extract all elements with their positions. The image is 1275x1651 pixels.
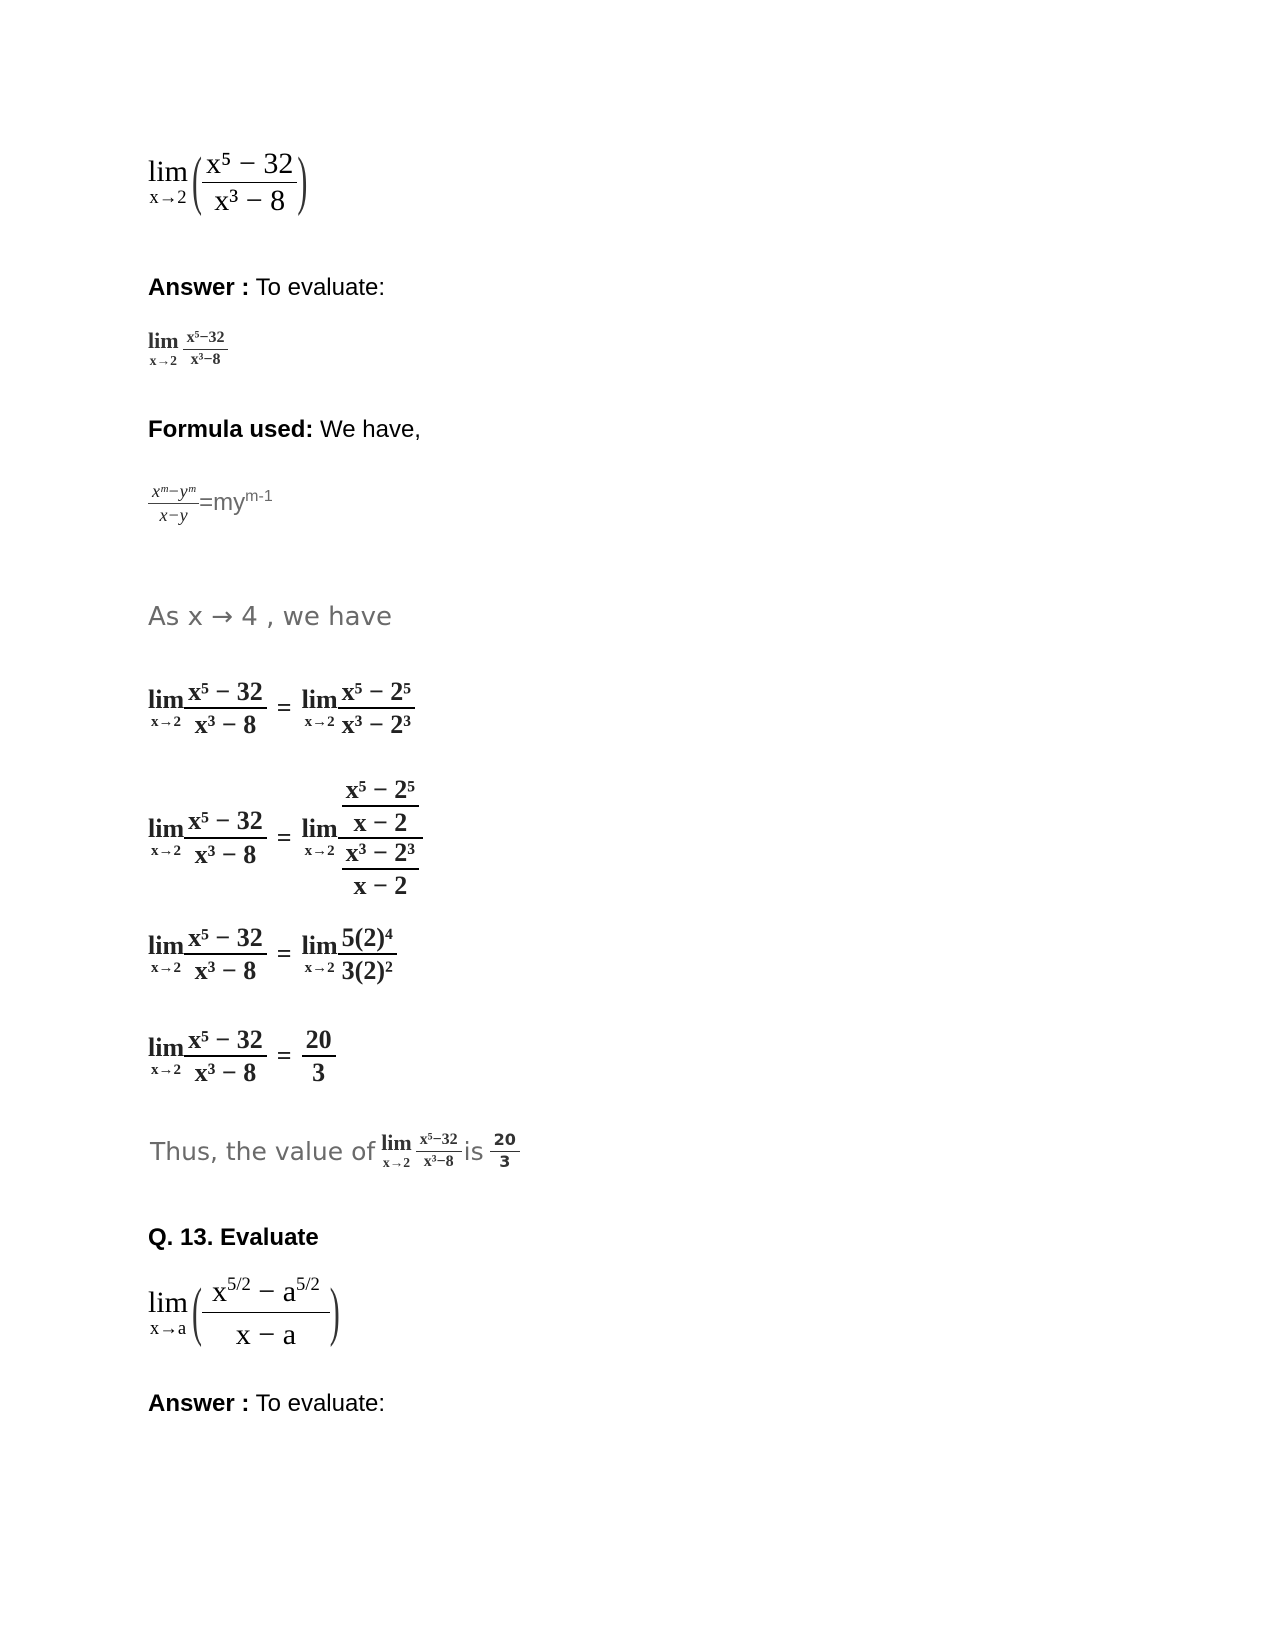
fraction xyxy=(338,924,397,985)
lim-subscript: x→2 xyxy=(151,1061,182,1078)
limit-operator xyxy=(148,930,185,976)
denominator: x³ − 8 xyxy=(194,710,257,740)
numerator: x⁵ − 32 xyxy=(184,1026,267,1057)
value-fraction xyxy=(490,1132,520,1171)
as-line: As x → 4 , we have xyxy=(148,602,392,632)
formula-fraction xyxy=(148,482,199,525)
answer-label: Answer : xyxy=(148,1390,250,1417)
rhs-exponent: m-1 xyxy=(245,488,273,506)
answer-text: To evaluate: xyxy=(255,1390,386,1417)
numerator: x⁵ − 32 xyxy=(184,924,267,955)
formula-rhs xyxy=(199,489,273,517)
numerator: x⁵ − 32 xyxy=(184,807,267,838)
denominator: 3 xyxy=(312,1058,326,1088)
limit-operator xyxy=(301,930,338,976)
lim-subscript: x→2 xyxy=(149,353,177,369)
denominator: x − 2 xyxy=(353,808,408,838)
limit-operator xyxy=(148,1285,189,1339)
numerator: xᵐ−yᵐ xyxy=(148,482,199,504)
q13-expression xyxy=(148,1276,340,1350)
limit-operator xyxy=(148,154,189,208)
rhs-text: =my xyxy=(199,489,246,517)
answer-line xyxy=(148,274,385,302)
step-4 xyxy=(148,1026,336,1087)
numerator: x⁵ − 2⁵ xyxy=(342,776,419,807)
compound-fraction xyxy=(338,776,423,899)
numerator: x⁵ − 32 xyxy=(184,678,267,709)
question-13-title: Q. 13. Evaluate xyxy=(148,1224,319,1251)
formula-text: We have, xyxy=(320,416,421,443)
fraction xyxy=(184,924,267,985)
equals-sign: = xyxy=(276,693,292,723)
denominator: 3 xyxy=(499,1151,511,1171)
numerator-exponent-2: 5/2 xyxy=(296,1274,320,1295)
numerator: 5(2)⁴ xyxy=(338,924,397,955)
compound-denominator xyxy=(338,839,423,900)
numerator-base: x xyxy=(212,1275,228,1308)
lim-text: lim xyxy=(148,814,185,844)
numerator: x³ − 2³ xyxy=(342,839,419,870)
step-1 xyxy=(148,678,415,739)
inner-fraction-bottom xyxy=(342,839,419,900)
numerator-exponent: 5/2 xyxy=(227,1274,251,1295)
denominator: x³−8 xyxy=(423,1152,454,1170)
denominator: x³ − 8 xyxy=(194,839,257,869)
q12-fraction xyxy=(202,148,297,216)
lim-text: lim xyxy=(148,1032,185,1062)
q13-fraction xyxy=(202,1276,330,1350)
lim-subscript: x→2 xyxy=(304,713,335,730)
limit-operator xyxy=(148,816,184,859)
lim-text: lim xyxy=(148,154,189,188)
lim-text: lim xyxy=(148,684,185,714)
fraction xyxy=(416,1132,462,1171)
lim-text: lim xyxy=(301,684,338,714)
answer-text: To evaluate: xyxy=(255,274,386,301)
denominator: x − 2 xyxy=(353,870,408,900)
conclusion-text: Thus, the value of xyxy=(150,1136,376,1166)
result-fraction xyxy=(302,1026,336,1087)
limit-operator xyxy=(301,684,338,730)
fraction xyxy=(183,330,229,369)
formula-expression xyxy=(148,482,273,525)
denominator: x³ − 8 xyxy=(194,956,257,986)
lim-text: lim xyxy=(301,814,338,844)
lim-subscript: x→2 xyxy=(151,959,182,976)
numerator xyxy=(202,1276,330,1313)
inner-fraction-top xyxy=(342,776,419,837)
lim-subscript: x→2 xyxy=(304,959,335,976)
step-3 xyxy=(148,924,397,985)
q12-expression xyxy=(148,144,308,218)
lim-subscript: x→2 xyxy=(151,713,182,730)
lim-text: lim xyxy=(301,930,338,960)
numerator: x⁵−32 xyxy=(416,1132,462,1152)
numerator: 20 xyxy=(490,1132,520,1152)
formula-used-line xyxy=(148,416,421,444)
conclusion-line xyxy=(150,1132,520,1171)
left-paren: ( xyxy=(192,144,203,218)
lim-text: lim xyxy=(148,930,185,960)
right-paren: ) xyxy=(329,1275,340,1349)
step-2 xyxy=(148,776,423,899)
lim-subscript: x→2 xyxy=(304,843,335,860)
answer-line-2 xyxy=(148,1390,385,1418)
limit-operator xyxy=(148,684,185,730)
denominator: x³−8 xyxy=(190,350,221,368)
fraction xyxy=(184,807,267,868)
numerator: 20 xyxy=(302,1026,336,1057)
limit-operator xyxy=(148,1032,185,1078)
lim-subscript: x→2 xyxy=(149,186,187,208)
numerator: x⁵−32 xyxy=(183,330,229,350)
fraction xyxy=(184,1026,267,1087)
denominator: x³ − 8 xyxy=(214,183,286,217)
lim-text: lim xyxy=(148,328,179,354)
equals-sign: = xyxy=(276,1041,292,1071)
left-paren: ( xyxy=(192,1275,203,1349)
lim-subscript: x→2 xyxy=(151,843,182,860)
conclusion-is: is xyxy=(463,1136,484,1166)
formula-label: Formula used: xyxy=(148,416,314,443)
limit-operator xyxy=(148,330,179,368)
answer-label: Answer : xyxy=(148,274,250,301)
equals-sign: = xyxy=(276,939,292,969)
lim-text: lim xyxy=(381,1130,412,1156)
limit-operator xyxy=(302,816,338,859)
lim-subscript: x→a xyxy=(149,1317,187,1339)
denominator: 3(2)² xyxy=(341,956,393,986)
denominator: x³ − 8 xyxy=(194,1058,257,1088)
numerator: x⁵ − 2⁵ xyxy=(338,678,415,709)
denominator: x³ − 2³ xyxy=(341,710,412,740)
numerator-middle: − a xyxy=(250,1275,297,1308)
fraction xyxy=(338,678,415,739)
equals-sign: = xyxy=(276,822,292,852)
denominator: x − a xyxy=(235,1317,297,1351)
right-paren: ) xyxy=(297,144,308,218)
denominator: x−y xyxy=(159,504,188,525)
limit-expression-small xyxy=(148,330,228,369)
limit-operator xyxy=(381,1132,412,1170)
lim-text: lim xyxy=(148,1285,189,1319)
fraction xyxy=(184,678,267,739)
numerator: x⁵ − 32 xyxy=(202,148,297,183)
compound-numerator xyxy=(338,776,423,839)
lim-subscript: x→2 xyxy=(382,1155,411,1171)
